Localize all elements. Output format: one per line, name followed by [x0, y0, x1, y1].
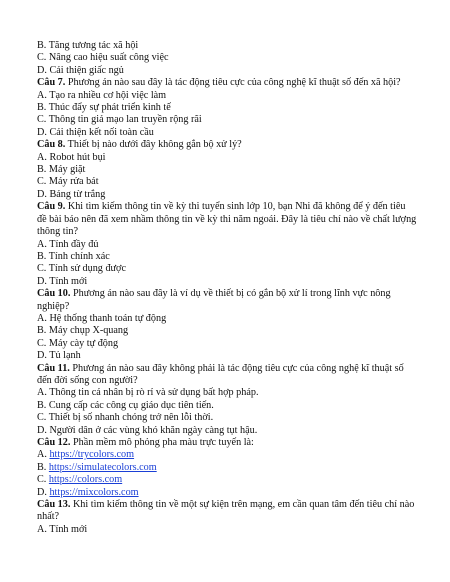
question-number: Câu 11. [37, 362, 70, 374]
url-link[interactable]: https://mixcolors.com [49, 486, 139, 498]
answer-option: A. Tạo ra nhiều cơ hội việc làm [37, 89, 167, 101]
question-number: Câu 12. [37, 437, 71, 448]
answer-option: D. Người dân ở các vùng khó khăn ngày càng tụt hậu. [37, 424, 258, 436]
answer-option [37, 487, 417, 499]
answer-option [37, 474, 417, 486]
answer-option: B. Thúc đẩy sự phát triển kinh tế [37, 102, 171, 114]
answer-option: C. Nâng cao hiệu suất công việc [37, 52, 169, 64]
answer-option: A. Tính mới [37, 523, 88, 535]
answer-option: D. Cải thiện kết nối toàn cầu [37, 126, 154, 138]
answer-option: A. Robot hút bụi [37, 151, 106, 163]
answer-option: B. Cung cấp các công cụ giáo dục tiên tiến. [37, 399, 214, 411]
question-text [37, 363, 417, 388]
option-letter: C. [37, 474, 49, 486]
question-number: Câu 13. [37, 499, 71, 511]
question-stem: Khi tìm kiếm thông tin về một sự kiện trên mạng, em cần quan tâm đến tiêu chí nào nhất? [37, 499, 415, 523]
question-text [37, 139, 417, 151]
answer-option: B. Tăng tương tác xã hội [37, 40, 139, 51]
question-text [37, 499, 417, 524]
answer-option [37, 449, 417, 461]
answer-option: D. Tính mới [37, 275, 88, 287]
answer-option: A. Tính đầy đủ [37, 238, 99, 250]
answer-option: D. Tủ lạnh [37, 350, 81, 362]
answer-option: C. Máy cày tự động [37, 337, 119, 349]
question-number: Câu 8. [37, 139, 66, 151]
url-link[interactable]: https://colors.com [48, 474, 123, 486]
question-text [37, 77, 417, 89]
question-number: Câu 10. [37, 288, 71, 300]
question-number: Câu 9. [37, 201, 66, 213]
answer-option: C. Thiết bị số nhanh chóng trở nên lỗi thời. [37, 412, 214, 424]
option-letter: D. [37, 486, 50, 498]
question-stem: Phương án nào sau đây là ví dụ về thiết bị có gắn bộ xử lí trong lĩnh vực nông nghiệp? [37, 288, 391, 312]
url-link[interactable]: https://trycolors.com [49, 449, 135, 461]
answer-option: B. Máy chụp X-quang [37, 325, 129, 337]
question-text [37, 201, 417, 238]
question-stem: Thiết bị nào dưới đây không gắn bộ xử lý? [65, 139, 242, 151]
answer-option: B. Máy giặt [37, 164, 86, 176]
answer-option [37, 462, 417, 474]
answer-option: C. Tính sử dụng được [37, 263, 126, 275]
question-number: Câu 7. [37, 77, 66, 89]
url-link[interactable]: https://simulatecolors.com [48, 461, 157, 473]
answer-option: C. Thông tin giả mạo lan truyền rộng rãi [37, 114, 202, 126]
option-letter: A. [37, 449, 50, 461]
answer-option: A. Thông tin cá nhân bị rò rỉ và sử dụng bất hợp pháp. [37, 387, 259, 399]
answer-option: C. Máy rửa bát [37, 176, 99, 188]
question-stem: Phần mềm mô phỏng pha màu trực tuyến là: [70, 437, 254, 448]
answer-option: A. Hệ thống thanh toán tự động [37, 312, 167, 324]
question-text [37, 288, 417, 313]
document-body [37, 40, 417, 536]
option-letter: B. [37, 461, 49, 473]
question-stem: Phương án nào sau đây là tác động tiêu cực của công nghệ kĩ thuật số đến xã hội? [65, 77, 401, 89]
answer-option: D. Cải thiện giấc ngủ [37, 64, 124, 76]
question-stem: Phương án nào sau đây không phải là tác động tiêu cực của công nghệ kĩ thuật số đến đời sống con người? [37, 362, 404, 386]
answer-option: D. Bảng từ trắng [37, 188, 106, 200]
question-stem: Khi tìm kiếm thông tin về kỳ thi tuyển sinh lớp 10, bạn Nhi đã không để ý đến tiêu đề bài báo nên đã xem nhầm thông tin về kỳ thi năm ngoái. Đây là tiêu chí nào về chất lượng thông tin? [37, 201, 417, 238]
answer-option: B. Tính chính xác [37, 250, 110, 262]
question-text [37, 437, 417, 449]
